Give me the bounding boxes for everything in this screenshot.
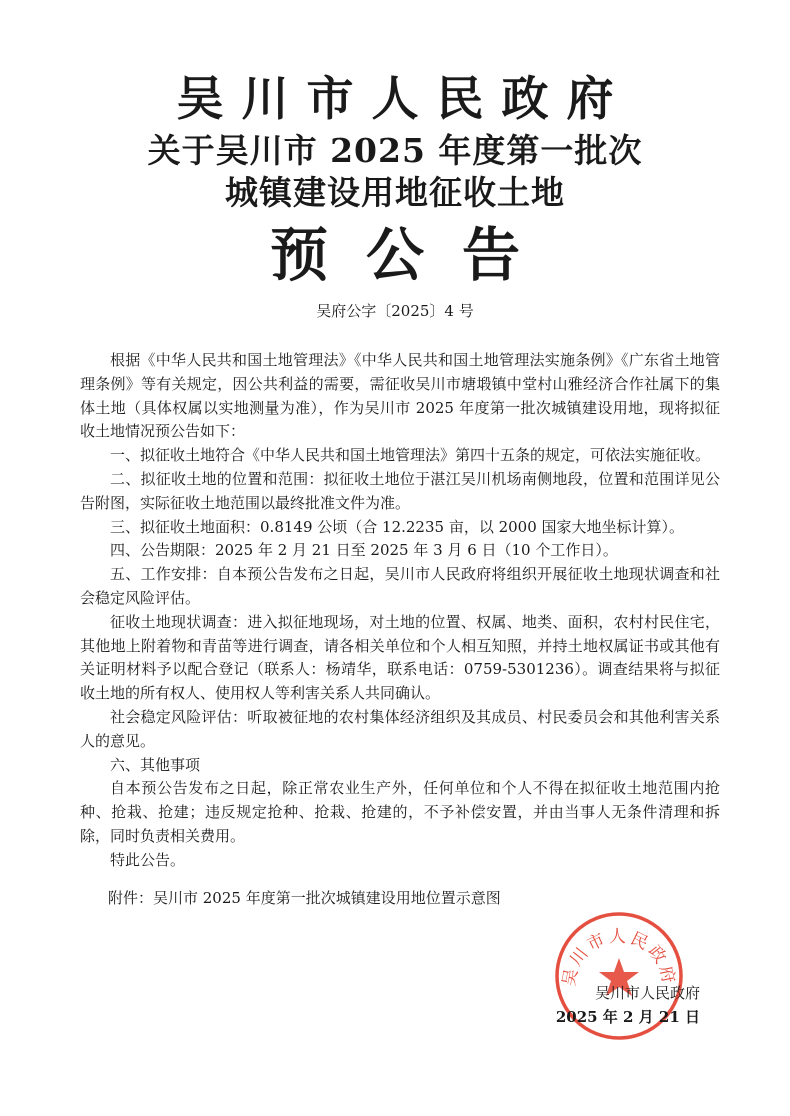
paragraph: 三、拟征收土地面积：0.8149 公顷（合 12.2235 亩，以 2000 国家大地坐标计算）。 [110, 517, 685, 536]
paragraph: 五、工作安排：自本预公告发布之日起，吴川市人民政府将组织开展征收土地现状调查和社会稳定风险评估。 [80, 565, 720, 607]
paragraph: 自本预公告发布之日起，除正常农业生产外，任何单位和个人不得在拟征收土地范围内抢种、抢栽、抢建；违反规定抢种、抢栽、抢建的，不予补偿安置，并由当事人无条件清理和拆除，同时负责相关费用。 [80, 779, 720, 845]
body-text [80, 349, 720, 873]
document-type-heading: 预公告 [269, 221, 558, 289]
signature-issuer: 吴川市人民政府 [594, 984, 700, 1002]
signature-date: 2025 年 2 月 21 日 [555, 1008, 700, 1026]
paragraph: 征收土地现状调查：进入拟征地现场，对土地的位置、权属、地类、面积，农村村民住宅，其他地上附着物和青苗等进行调查，请各相关单位和个人相互知照，并持土地权属证书或其他有关证明材料予以配合登记（联系人：杨靖华，联系电话：0759-5301236）。调查结果将与拟征收土地的所有权人、使用权人等利害关系人共同确认。 [80, 612, 720, 703]
issuer-heading: 吴川市人民政府 [176, 72, 632, 127]
paragraph: 一、拟征收土地符合《中华人民共和国土地管理法》第四十五条的规定，可依法实施征收。 [110, 446, 711, 465]
attachment-note: 附件：吴川市 2025 年度第一批次城镇建设用地位置示意图 [108, 889, 501, 907]
paragraph: 二、拟征收土地的位置和范围：拟征收土地位于湛江吴川机场南侧地段，位置和范围详见公告附图，实际征收土地范围以最终批准文件为准。 [80, 469, 720, 512]
paragraph: 四、公告期限：2025 年 2 月 21 日至 2025 年 3 月 6 日（10 个工作日）。 [110, 541, 618, 560]
subject-line-1: 关于吴川市 2025 年度第一批次 [147, 131, 643, 170]
paragraph: 根据《中华人民共和国土地管理法》《中华人民共和国土地管理法实施条例》《广东省土地管理条例》等有关规定，因公共利益的需要，需征收吴川市塘塅镇中堂村山雅经济合作社属下的集体土地（具体权属以实地测量为准），作为吴川市 2025 年度第一批次城镇建设用地，现将拟征收土地情况预公告如下： [80, 351, 720, 441]
subject-line-2: 城镇建设用地征收土地 [225, 173, 565, 212]
svg-text:吴川市人民政府: 吴川市人民政府 [559, 927, 679, 988]
paragraph: 六、其他事项 [110, 755, 201, 774]
paragraph: 特此公告。 [110, 850, 186, 869]
title-block [0, 70, 790, 296]
paragraph: 社会稳定风险评估：听取被征地的农村集体经济组织及其成员、村民委员会和其他利害关系人的意见。 [80, 707, 720, 750]
signature-block [540, 981, 700, 1029]
document-number: 吴府公字〔2025〕4 号 [316, 302, 474, 320]
